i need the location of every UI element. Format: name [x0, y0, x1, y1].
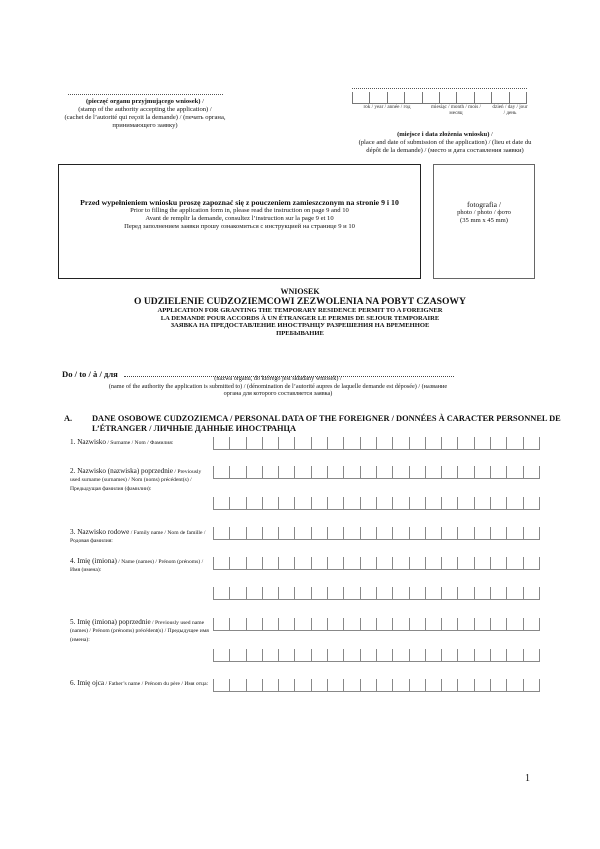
date-digit-box[interactable]: [369, 92, 386, 104]
letter-box[interactable]: [343, 679, 359, 692]
letter-box[interactable]: [343, 437, 359, 450]
letter-box[interactable]: [327, 466, 343, 479]
letter-box[interactable]: [425, 466, 441, 479]
photo-size: (35 mm x 45 mm): [460, 217, 508, 225]
letter-box[interactable]: [311, 587, 327, 600]
letter-box[interactable]: [425, 618, 441, 631]
letter-box[interactable]: [490, 466, 506, 479]
letter-box[interactable]: [457, 679, 473, 692]
letter-box[interactable]: [294, 618, 310, 631]
letter-box[interactable]: [262, 437, 278, 450]
field-label-previous-name: [70, 619, 210, 644]
letter-box[interactable]: [360, 466, 376, 479]
title-wniosek: WNIOSEK: [280, 287, 320, 296]
letter-box[interactable]: [409, 497, 425, 510]
letter-box[interactable]: [213, 557, 229, 570]
letter-box[interactable]: [360, 497, 376, 510]
stamp-caption-line3: (cachet de l’autorité qui reçoit la demande) / (печать органа,: [64, 114, 226, 121]
section-a-letter: A.: [64, 414, 73, 423]
letter-box[interactable]: [409, 437, 425, 450]
title-polish: O UDZIELENIE CUDZOZIEMCOWI ZEZWOLENIA NA POBYT CZASOWY: [134, 295, 466, 307]
letter-box[interactable]: [376, 679, 392, 692]
letter-box[interactable]: [441, 679, 457, 692]
title-russian-cont: ПРЕБЫВАНИЕ: [276, 329, 324, 337]
letter-box[interactable]: [392, 649, 408, 662]
recipient-caption-line3: органа для которого составляется заявка): [223, 390, 333, 398]
letter-box[interactable]: [262, 527, 278, 540]
letter-box[interactable]: [392, 587, 408, 600]
letter-box[interactable]: [343, 618, 359, 631]
letter-box[interactable]: [327, 527, 343, 540]
section-a-heading: DANE OSOBOWE CUDZOZIEMCA / PERSONAL DATA OF THE FOREIGNER / DONNÉES À CARACTER PERSONNEL DE L’ÉTRANGER / ЛИЧНЫЕ ДАННЫЕ ИНОСТРАНЦА: [92, 414, 561, 433]
stamp-caption-title: (pieczęć organu przyjmującego wniosek): [86, 98, 201, 105]
letter-box[interactable]: [278, 618, 294, 631]
letter-box[interactable]: [523, 587, 540, 600]
letter-box[interactable]: [294, 557, 310, 570]
letter-box[interactable]: [392, 437, 408, 450]
letter-box[interactable]: [213, 649, 229, 662]
letter-box[interactable]: [457, 466, 473, 479]
field-label-surname: [70, 439, 210, 447]
field-label-pl: 1. Nazwisko: [70, 438, 106, 446]
field-label-pl: 3. Nazwisko rodowe: [70, 528, 130, 536]
title-english: APPLICATION FOR GRANTING THE TEMPORARY RESIDENCE PERMIT TO A FOREIGNER: [157, 307, 443, 314]
surname-input-grid[interactable]: [213, 437, 540, 451]
letter-box[interactable]: [441, 497, 457, 510]
place-date-caption-line2: (place and date of submission of the application) / (lieu et date du: [358, 139, 532, 146]
letter-box[interactable]: [457, 618, 473, 631]
photo-label-translations: photo / photo / фото: [457, 209, 511, 217]
letter-box[interactable]: [343, 557, 359, 570]
letter-box[interactable]: [425, 649, 441, 662]
place-date-caption: [345, 131, 545, 155]
form-title: [70, 287, 530, 337]
letter-box[interactable]: [490, 679, 506, 692]
letter-box[interactable]: [278, 587, 294, 600]
date-digit-box[interactable]: [439, 92, 456, 104]
letter-box[interactable]: [343, 587, 359, 600]
letter-box[interactable]: [229, 557, 245, 570]
letter-box[interactable]: [229, 649, 245, 662]
letter-box[interactable]: [229, 587, 245, 600]
field-label-translations: / Surname / Nom / Фамилия:: [105, 440, 174, 446]
letter-box[interactable]: [246, 437, 262, 450]
letter-box[interactable]: [294, 466, 310, 479]
letter-box[interactable]: [229, 466, 245, 479]
field-label-pl: 4. Imię (imiona): [70, 557, 117, 565]
letter-box[interactable]: [343, 527, 359, 540]
letter-box[interactable]: [294, 649, 310, 662]
date-digit-box[interactable]: [387, 92, 404, 104]
letter-box[interactable]: [229, 527, 245, 540]
place-date-caption-slash: /: [489, 131, 493, 138]
letter-box[interactable]: [506, 557, 522, 570]
letter-box[interactable]: [278, 557, 294, 570]
letter-box[interactable]: [474, 649, 490, 662]
letter-box[interactable]: [409, 649, 425, 662]
recipient-caption: [58, 375, 498, 398]
field-label-name: [70, 558, 210, 575]
letter-box[interactable]: [506, 437, 522, 450]
letter-box[interactable]: [294, 527, 310, 540]
letter-box[interactable]: [360, 618, 376, 631]
letter-box[interactable]: [229, 618, 245, 631]
letter-box[interactable]: [360, 557, 376, 570]
letter-box[interactable]: [474, 679, 490, 692]
place-date-caption-title: (miejsce i data złożenia wniosku): [397, 131, 490, 138]
letter-box[interactable]: [294, 437, 310, 450]
letter-box[interactable]: [294, 497, 310, 510]
letter-box[interactable]: [474, 466, 490, 479]
letter-box[interactable]: [311, 497, 327, 510]
letter-box[interactable]: [392, 527, 408, 540]
letter-box[interactable]: [409, 527, 425, 540]
letter-box[interactable]: [327, 497, 343, 510]
name-input-grid-2[interactable]: [213, 587, 540, 601]
place-date-caption-line3: dépôt de la demande) / (место и дата составления заявки): [366, 147, 524, 154]
father-name-input-grid[interactable]: [213, 679, 540, 693]
letter-box[interactable]: [425, 497, 441, 510]
letter-box[interactable]: [376, 557, 392, 570]
letter-box[interactable]: [278, 649, 294, 662]
place-input-line[interactable]: [352, 88, 527, 89]
recipient-label: Do / to / à / для: [62, 369, 118, 379]
letter-box[interactable]: [441, 557, 457, 570]
letter-box[interactable]: [311, 527, 327, 540]
letter-box[interactable]: [457, 437, 473, 450]
letter-box[interactable]: [506, 649, 522, 662]
letter-box[interactable]: [311, 466, 327, 479]
stamp-caption: [55, 94, 235, 130]
year-label: rok / year / année / год: [363, 104, 411, 110]
letter-box[interactable]: [523, 618, 540, 631]
letter-box[interactable]: [327, 587, 343, 600]
letter-box[interactable]: [490, 527, 506, 540]
field-label-translations: / Name (names) / Prénom (prénoms) / Имя (имена):: [70, 559, 204, 574]
title-russian: ЗАЯВКА НА ПРЕДОСТАВЛЕНИЕ ИНОСТРАНЦУ РАЗРЕШЕНИЯ НА ВРЕМЕННОЕ: [170, 322, 430, 330]
date-labels: [352, 104, 532, 126]
letter-box[interactable]: [506, 497, 522, 510]
field-label-translations: / Previously used surname (surnames) / Nom (noms) précédent(s) / Предыдущая фамилия (фамилии):: [70, 469, 202, 492]
letter-box[interactable]: [213, 618, 229, 631]
letter-box[interactable]: [262, 679, 278, 692]
letter-box[interactable]: [327, 618, 343, 631]
letter-box[interactable]: [327, 437, 343, 450]
letter-box[interactable]: [278, 497, 294, 510]
instruction-french: Avant de remplir la demande, consultez l’instruction sur la page 9 et 10: [145, 215, 334, 222]
letter-box[interactable]: [262, 466, 278, 479]
letter-box[interactable]: [523, 466, 540, 479]
letter-box[interactable]: [506, 618, 522, 631]
letter-box[interactable]: [294, 587, 310, 600]
recipient-caption-line2: (name of the authority the application is submitted to) / (dénomination de l’autorité aupres de laquelle demande est déposée) / (название: [108, 382, 448, 390]
letter-box[interactable]: [360, 679, 376, 692]
letter-box[interactable]: [213, 587, 229, 600]
letter-box[interactable]: [425, 527, 441, 540]
letter-box[interactable]: [262, 649, 278, 662]
letter-box[interactable]: [425, 587, 441, 600]
letter-box[interactable]: [441, 437, 457, 450]
letter-box[interactable]: [311, 679, 327, 692]
letter-box[interactable]: [229, 497, 245, 510]
letter-box[interactable]: [376, 649, 392, 662]
letter-box[interactable]: [409, 587, 425, 600]
instruction-box: [58, 164, 421, 279]
letter-box[interactable]: [523, 649, 540, 662]
letter-box[interactable]: [327, 557, 343, 570]
field-label-translations: / Previously used name (names) / Prénom (prénoms) précédent(s) / Предыдущее имя (имена):: [70, 620, 209, 643]
previous-name-input-grid-2[interactable]: [213, 649, 540, 663]
field-label-translations: / Family name / Nom de famille / Родовая фамилия:: [70, 530, 206, 545]
letter-box[interactable]: [311, 618, 327, 631]
letter-box[interactable]: [376, 587, 392, 600]
instruction-polish: Przed wypełnieniem wniosku proszę zapoznać się z pouczeniem zamieszczonym na stronie 9 i 10: [80, 198, 399, 207]
letter-box[interactable]: [262, 557, 278, 570]
letter-box[interactable]: [457, 557, 473, 570]
stamp-caption-line4: принимающего заявку): [112, 122, 178, 129]
letter-box[interactable]: [376, 466, 392, 479]
date-digit-box[interactable]: [509, 92, 527, 104]
letter-box[interactable]: [360, 437, 376, 450]
letter-box[interactable]: [392, 679, 408, 692]
day-label: dzień / day / jour / день: [492, 104, 528, 117]
date-digit-box[interactable]: [422, 92, 439, 104]
letter-box[interactable]: [311, 437, 327, 450]
letter-box[interactable]: [490, 649, 506, 662]
letter-box[interactable]: [229, 437, 245, 450]
instruction-english: Prior to filling the application form in, please read the instruction on page 9 and 10: [130, 207, 349, 214]
page-number: 1: [525, 773, 530, 784]
letter-box[interactable]: [392, 466, 408, 479]
letter-box[interactable]: [457, 527, 473, 540]
letter-box[interactable]: [392, 557, 408, 570]
letter-box[interactable]: [343, 466, 359, 479]
letter-box[interactable]: [474, 587, 490, 600]
letter-box[interactable]: [490, 497, 506, 510]
letter-box[interactable]: [425, 437, 441, 450]
letter-box[interactable]: [523, 557, 540, 570]
recipient-caption-line1: (nazwa organu, do którego jest składany wniosek) /: [214, 375, 342, 382]
letter-box[interactable]: [311, 649, 327, 662]
letter-box[interactable]: [457, 587, 473, 600]
letter-box[interactable]: [343, 497, 359, 510]
letter-box[interactable]: [441, 527, 457, 540]
previous-surname-input-grid-2[interactable]: [213, 497, 540, 511]
stamp-caption-slash: /: [200, 98, 204, 105]
date-digit-box[interactable]: [456, 92, 473, 104]
letter-box[interactable]: [392, 497, 408, 510]
letter-box[interactable]: [523, 497, 540, 510]
letter-box[interactable]: [360, 587, 376, 600]
letter-box[interactable]: [506, 466, 522, 479]
date-digit-box[interactable]: [404, 92, 421, 104]
letter-box[interactable]: [409, 679, 425, 692]
letter-box[interactable]: [474, 557, 490, 570]
letter-box[interactable]: [490, 437, 506, 450]
date-digit-box[interactable]: [352, 92, 369, 104]
letter-box[interactable]: [376, 497, 392, 510]
letter-box[interactable]: [278, 527, 294, 540]
letter-box[interactable]: [262, 618, 278, 631]
photo-label: fotografia /: [467, 200, 501, 209]
field-label-pl: 5. Imię (imiona) poprzednie: [70, 618, 151, 626]
letter-box[interactable]: [278, 437, 294, 450]
letter-box[interactable]: [246, 466, 262, 479]
date-digit-box[interactable]: [491, 92, 508, 104]
letter-box[interactable]: [327, 649, 343, 662]
date-digit-box[interactable]: [474, 92, 491, 104]
letter-box[interactable]: [229, 679, 245, 692]
letter-box[interactable]: [523, 679, 540, 692]
letter-box[interactable]: [490, 587, 506, 600]
field-label-father-name: [70, 680, 210, 688]
letter-box[interactable]: [490, 557, 506, 570]
letter-box[interactable]: [376, 437, 392, 450]
letter-box[interactable]: [294, 679, 310, 692]
family-name-input-grid[interactable]: [213, 527, 540, 541]
letter-box[interactable]: [311, 557, 327, 570]
letter-box[interactable]: [523, 527, 540, 540]
letter-box[interactable]: [441, 466, 457, 479]
letter-box[interactable]: [343, 649, 359, 662]
month-label: miesiąc / month / mois / месяц: [431, 104, 481, 117]
letter-box[interactable]: [376, 618, 392, 631]
letter-box[interactable]: [376, 527, 392, 540]
letter-box[interactable]: [246, 497, 262, 510]
letter-box[interactable]: [441, 618, 457, 631]
previous-name-input-grid-1[interactable]: [213, 618, 540, 632]
letter-box[interactable]: [246, 618, 262, 631]
letter-box[interactable]: [457, 649, 473, 662]
letter-box[interactable]: [360, 527, 376, 540]
letter-box[interactable]: [213, 527, 229, 540]
letter-box[interactable]: [441, 587, 457, 600]
photo-box[interactable]: [433, 164, 535, 279]
letter-box[interactable]: [474, 527, 490, 540]
letter-box[interactable]: [409, 557, 425, 570]
letter-box[interactable]: [278, 466, 294, 479]
stamp-caption-line2: (stamp of the authority accepting the application) /: [78, 106, 212, 113]
letter-box[interactable]: [246, 527, 262, 540]
letter-box[interactable]: [246, 679, 262, 692]
letter-box[interactable]: [425, 679, 441, 692]
letter-box[interactable]: [246, 649, 262, 662]
instruction-russian: Перед заполнением заявки прошу ознакомиться с инструкцией на странице 9 и 10: [124, 223, 355, 230]
letter-box[interactable]: [213, 497, 229, 510]
letter-box[interactable]: [441, 649, 457, 662]
letter-box[interactable]: [213, 437, 229, 450]
letter-box[interactable]: [392, 618, 408, 631]
letter-box[interactable]: [457, 497, 473, 510]
letter-box[interactable]: [246, 557, 262, 570]
field-label-pl: 2. Nazwisko (nazwiska) poprzednie: [70, 467, 173, 475]
letter-box[interactable]: [246, 587, 262, 600]
letter-box[interactable]: [360, 649, 376, 662]
letter-box[interactable]: [523, 437, 540, 450]
letter-box[interactable]: [278, 679, 294, 692]
field-label-previous-surname: [70, 468, 210, 493]
letter-box[interactable]: [213, 466, 229, 479]
letter-box[interactable]: [409, 466, 425, 479]
field-label-pl: 6. Imię ojca: [70, 679, 105, 687]
name-input-grid-1[interactable]: [213, 557, 540, 571]
previous-surname-input-grid-1[interactable]: [213, 466, 540, 480]
letter-box[interactable]: [506, 587, 522, 600]
letter-box[interactable]: [425, 557, 441, 570]
letter-box[interactable]: [474, 618, 490, 631]
letter-box[interactable]: [474, 497, 490, 510]
stamp-signature-line: [68, 94, 223, 95]
date-input-boxes[interactable]: [352, 92, 527, 104]
letter-box[interactable]: [213, 679, 229, 692]
field-label-family-name: [70, 529, 210, 546]
letter-box[interactable]: [262, 497, 278, 510]
letter-box[interactable]: [506, 679, 522, 692]
letter-box[interactable]: [490, 618, 506, 631]
letter-box[interactable]: [474, 437, 490, 450]
letter-box[interactable]: [506, 527, 522, 540]
letter-box[interactable]: [327, 679, 343, 692]
letter-box[interactable]: [262, 587, 278, 600]
letter-box[interactable]: [409, 618, 425, 631]
title-french: LA DEMANDE POUR ACCORDS À UN ÉTRANGER LE PERMIS DE SEJOUR TEMPORAIRE: [160, 314, 440, 322]
field-label-translations: / Father’s name / Prénom du père / Имя отца:: [104, 681, 209, 687]
